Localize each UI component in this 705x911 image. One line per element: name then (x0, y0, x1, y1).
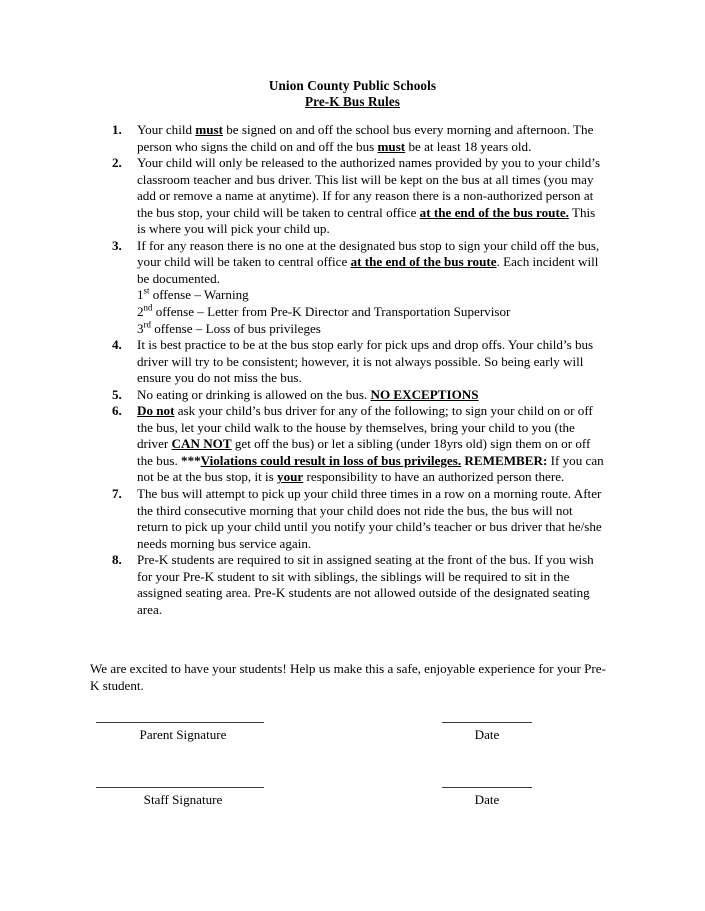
rule-item (96, 122, 606, 155)
rule-item (96, 387, 606, 404)
emphasis-bold: REMEMBER: (464, 452, 548, 468)
rule-number: 3. (112, 237, 122, 253)
rule-item (96, 337, 606, 387)
offense-line (137, 287, 606, 304)
parent-signature-field[interactable] (96, 722, 264, 743)
title-line-subject: Pre-K Bus Rules (304, 93, 401, 109)
rule-text (137, 155, 606, 238)
offense-line (137, 321, 606, 338)
emphasis-bold-underline: at the end of the bus route (350, 254, 497, 270)
rule-item (96, 155, 606, 238)
rule-text-segment: No eating or drinking is allowed on the bus. (137, 386, 371, 402)
offense-description: offense – Warning (149, 287, 249, 303)
rule-text-segment: be signed on and off the school bus every morning and afternoon. The person who signs the child on and off the bus (137, 122, 594, 154)
offense-ordinal-suffix: st (143, 286, 150, 297)
rule-item (96, 403, 606, 486)
rule-text (137, 403, 606, 486)
closing-paragraph: We are excited to have your students! Help us make this a safe, enjoyable experience for your Pre-K student. (90, 661, 606, 693)
rule-text (137, 337, 606, 387)
rule-text-segment: Your child (137, 122, 196, 137)
offense-ordinal-suffix: rd (143, 319, 151, 330)
offense-ordinal: 2 (137, 304, 144, 320)
rule-text-segment: If you can not be at the bus stop, it is (137, 452, 604, 485)
rule-text (137, 486, 606, 552)
rule-item (96, 486, 606, 552)
offense-description: offense – Loss of bus privileges (150, 320, 321, 336)
parent-signature-label: Parent Signature (139, 727, 227, 742)
parent-date-label: Date (474, 727, 500, 742)
rule-item (96, 552, 606, 618)
offense-ordinal: 1 (137, 287, 144, 303)
rule-text (137, 238, 606, 288)
rule-number: 4. (112, 337, 122, 353)
rule-number: 6. (112, 403, 122, 419)
signature-row-parent (90, 722, 606, 762)
emphasis-bold: *** (181, 452, 201, 468)
rule-text-segment: Your child will only be released to the authorized names provided by you to your child’s classroom teacher and bus driver. This list will be kept on the bus at all times (you may add or remove a name at anytime). If for any reason there is a non-authorized person at the bus stop, your child will be taken to central office (137, 155, 601, 220)
rule-text-segment: The bus will attempt to pick up your child three times in a row on a morning route. After the third consecutive morning that your child does not ride the bus, the bus will not return to pick up your child until you notify your child’s teacher or bus driver that he/she needs morning bus service again. (137, 486, 602, 551)
staff-signature-label: Staff Signature (143, 792, 223, 807)
rule-number: 7. (112, 486, 122, 502)
rule-number: 1. (112, 122, 122, 137)
rule-number: 5. (112, 386, 122, 402)
rule-text-segment: This is where you will pick your child up. (137, 204, 596, 237)
rule-text-segment: . Each incident will be documented. (137, 254, 599, 286)
offense-line (137, 304, 606, 321)
offense-ordinal: 3 (137, 320, 144, 336)
rule-text-segment: Pre-K students are required to sit in assigned seating at the front of the bus. If you wish for your Pre-K student to sit with siblings, the siblings will be required to sit in the assigned seating area. Pre-K students are not allowed outside of the designated seating area. (137, 552, 594, 617)
emphasis-bold-underline: must (195, 122, 223, 137)
rule-text-segment: be at least 18 years old. (405, 138, 532, 154)
signature-row-staff (90, 787, 606, 827)
emphasis-bold-underline: NO EXCEPTIONS (370, 386, 479, 402)
staff-signature-field[interactable] (96, 787, 264, 808)
rule-text-segment: ask your child’s bus driver for any of the following; to sign your child on or off the bus, let your child walk to the house by themselves, bring your child to you (the driver (137, 403, 593, 452)
rule-text-segment: get off the bus) or let a sibling (under 18yrs old) sign them on or off the bus. (137, 436, 591, 468)
rule-item (96, 238, 606, 337)
emphasis-bold-underline: must (377, 138, 406, 154)
rule-text (137, 122, 606, 155)
offense-description: offense – Letter from Pre-K Director and Transportation Supervisor (152, 304, 511, 320)
staff-date-field[interactable] (442, 787, 532, 808)
rule-text-segment: It is best practice to be at the bus stop early for pick ups and drop offs. Your child’s bus driver will try to be consistent; however, it is not always possible. So being early will ensure you do not miss the bus. (137, 337, 594, 386)
rule-text (137, 387, 606, 404)
emphasis-bold-underline: Do not (137, 403, 175, 419)
emphasis-bold-underline: CAN NOT (171, 436, 232, 452)
rule-text-segment: responsibility to have an authorized person there. (303, 469, 565, 485)
document-title-block (0, 78, 705, 109)
parent-date-field[interactable] (442, 722, 532, 743)
staff-date-label: Date (474, 792, 500, 807)
rules-list (96, 122, 606, 618)
rule-number: 2. (112, 155, 122, 171)
emphasis-bold-underline: your (277, 469, 304, 485)
rule-text-segment: If for any reason there is no one at the designated bus stop to sign your child off the bus, your child will be taken to central office (137, 237, 600, 270)
offense-ordinal-suffix: nd (143, 302, 153, 313)
rule-text (137, 552, 606, 618)
emphasis-bold-underline: at the end of the bus route. (419, 204, 569, 220)
title-line-organization: Union County Public Schools (268, 78, 437, 93)
emphasis-bold-underline: Violations could result in loss of bus privileges. (200, 452, 462, 468)
rule-number: 8. (112, 552, 122, 568)
